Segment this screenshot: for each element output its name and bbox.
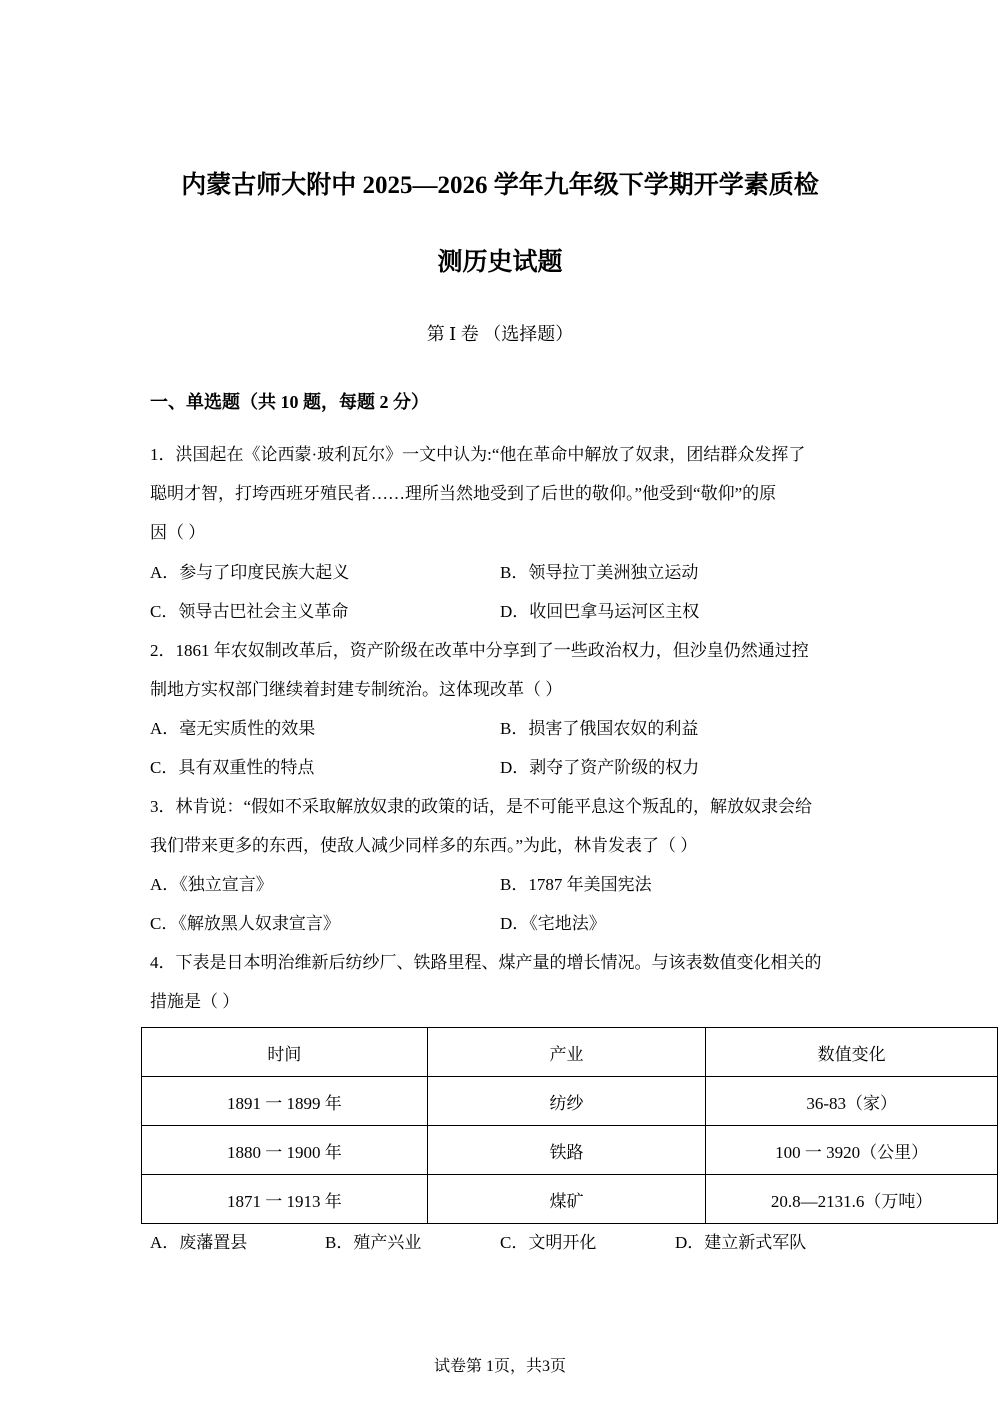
- question-4-option-b[interactable]: B．殖产兴业: [325, 1233, 422, 1252]
- table-header-cell: 产业: [427, 1028, 706, 1077]
- table-cell: 1871 一 1913 年: [142, 1175, 428, 1224]
- question-3-option-c[interactable]: C．《解放黑人奴隶宣言》: [150, 914, 340, 933]
- table-cell: 纺纱: [427, 1077, 706, 1126]
- page-footer: 试卷第 1页，共3页: [433, 1358, 566, 1375]
- table-cell: 1880 一 1900 年: [142, 1126, 428, 1175]
- question-4-option-d[interactable]: D．建立新式军队: [675, 1233, 807, 1252]
- question-1-option-c[interactable]: C．领导古巴社会主义革命: [150, 602, 349, 621]
- question-3-option-b[interactable]: B．1787 年美国宪法: [500, 875, 652, 894]
- table-cell: 铁路: [427, 1126, 706, 1175]
- table-cell: 100 一 3920（公里）: [706, 1126, 998, 1175]
- page-title-line-1: 内蒙古师大附中 2025—2026 学年九年级下学期开学素质检: [181, 172, 819, 199]
- question-1-option-d[interactable]: D．收回巴拿马运河区主权: [500, 602, 700, 621]
- question-4-option-c[interactable]: C．文明开化: [500, 1233, 597, 1252]
- question-3-option-d[interactable]: D．《宅地法》: [500, 914, 606, 933]
- question-1-line-1: 1．洪国起在《论西蒙·玻利瓦尔》一文中认为:“他在革命中解放了奴隶，团结群众发挥了: [150, 445, 806, 464]
- table-cell: 36-83（家）: [706, 1077, 998, 1126]
- table-cell: 1891 一 1899 年: [142, 1077, 428, 1126]
- question-1-option-b[interactable]: B．领导拉丁美洲独立运动: [500, 563, 699, 582]
- question-2-line-2: 制地方实权部门继续着封建专制统治。这体现改革（ ）: [150, 680, 563, 699]
- question-2-option-c[interactable]: C．具有双重性的特点: [150, 758, 315, 777]
- question-4-option-a[interactable]: A．废藩置县: [150, 1233, 248, 1252]
- volume-label: 第 Ⅰ 卷 （选择题）: [426, 324, 574, 344]
- table-row: [142, 1175, 998, 1224]
- question-1-line-3: 因（ ）: [150, 523, 206, 542]
- table-header-row: [142, 1028, 998, 1077]
- table-header-cell: 数值变化: [706, 1028, 998, 1077]
- question-4-table: [141, 1027, 998, 1224]
- question-2-option-d[interactable]: D．剥夺了资产阶级的权力: [500, 758, 700, 777]
- question-3-line-1: 3．林肯说：“假如不采取解放奴隶的政策的话，是不可能平息这个叛乱的，解放奴隶会给: [150, 797, 813, 816]
- table-row: [142, 1126, 998, 1175]
- question-1-line-2: 聪明才智，打垮西班牙殖民者……理所当然地受到了后世的敬仰。”他受到“敬仰”的原: [150, 484, 777, 503]
- table-cell: 煤矿: [427, 1175, 706, 1224]
- table-cell: 20.8—2131.6（万吨）: [706, 1175, 998, 1224]
- question-3-line-2: 我们带来更多的东西，使敌人减少同样多的东西。”为此，林肯发表了（ ）: [150, 836, 698, 855]
- question-4-line-1: 4．下表是日本明治维新后纺纱厂、铁路里程、煤产量的增长情况。与该表数值变化相关的: [150, 953, 822, 972]
- page-title-line-2: 测历史试题: [437, 249, 563, 276]
- question-2-option-b[interactable]: B．损害了俄国农奴的利益: [500, 719, 699, 738]
- question-1-option-a[interactable]: A．参与了印度民族大起义: [150, 563, 350, 582]
- question-2-option-a[interactable]: A．毫无实质性的效果: [150, 719, 316, 738]
- question-2-line-1: 2．1861 年农奴制改革后，资产阶级在改革中分享到了一些政治权力，但沙皇仍然通过控: [150, 641, 809, 660]
- table-row: [142, 1077, 998, 1126]
- question-3-option-a[interactable]: A．《独立宣言》: [150, 875, 273, 894]
- table-header-cell: 时间: [142, 1028, 428, 1077]
- question-4-line-2: 措施是（ ）: [150, 992, 240, 1011]
- section-heading: 一、单选题（共 10 题，每题 2 分）: [150, 392, 429, 412]
